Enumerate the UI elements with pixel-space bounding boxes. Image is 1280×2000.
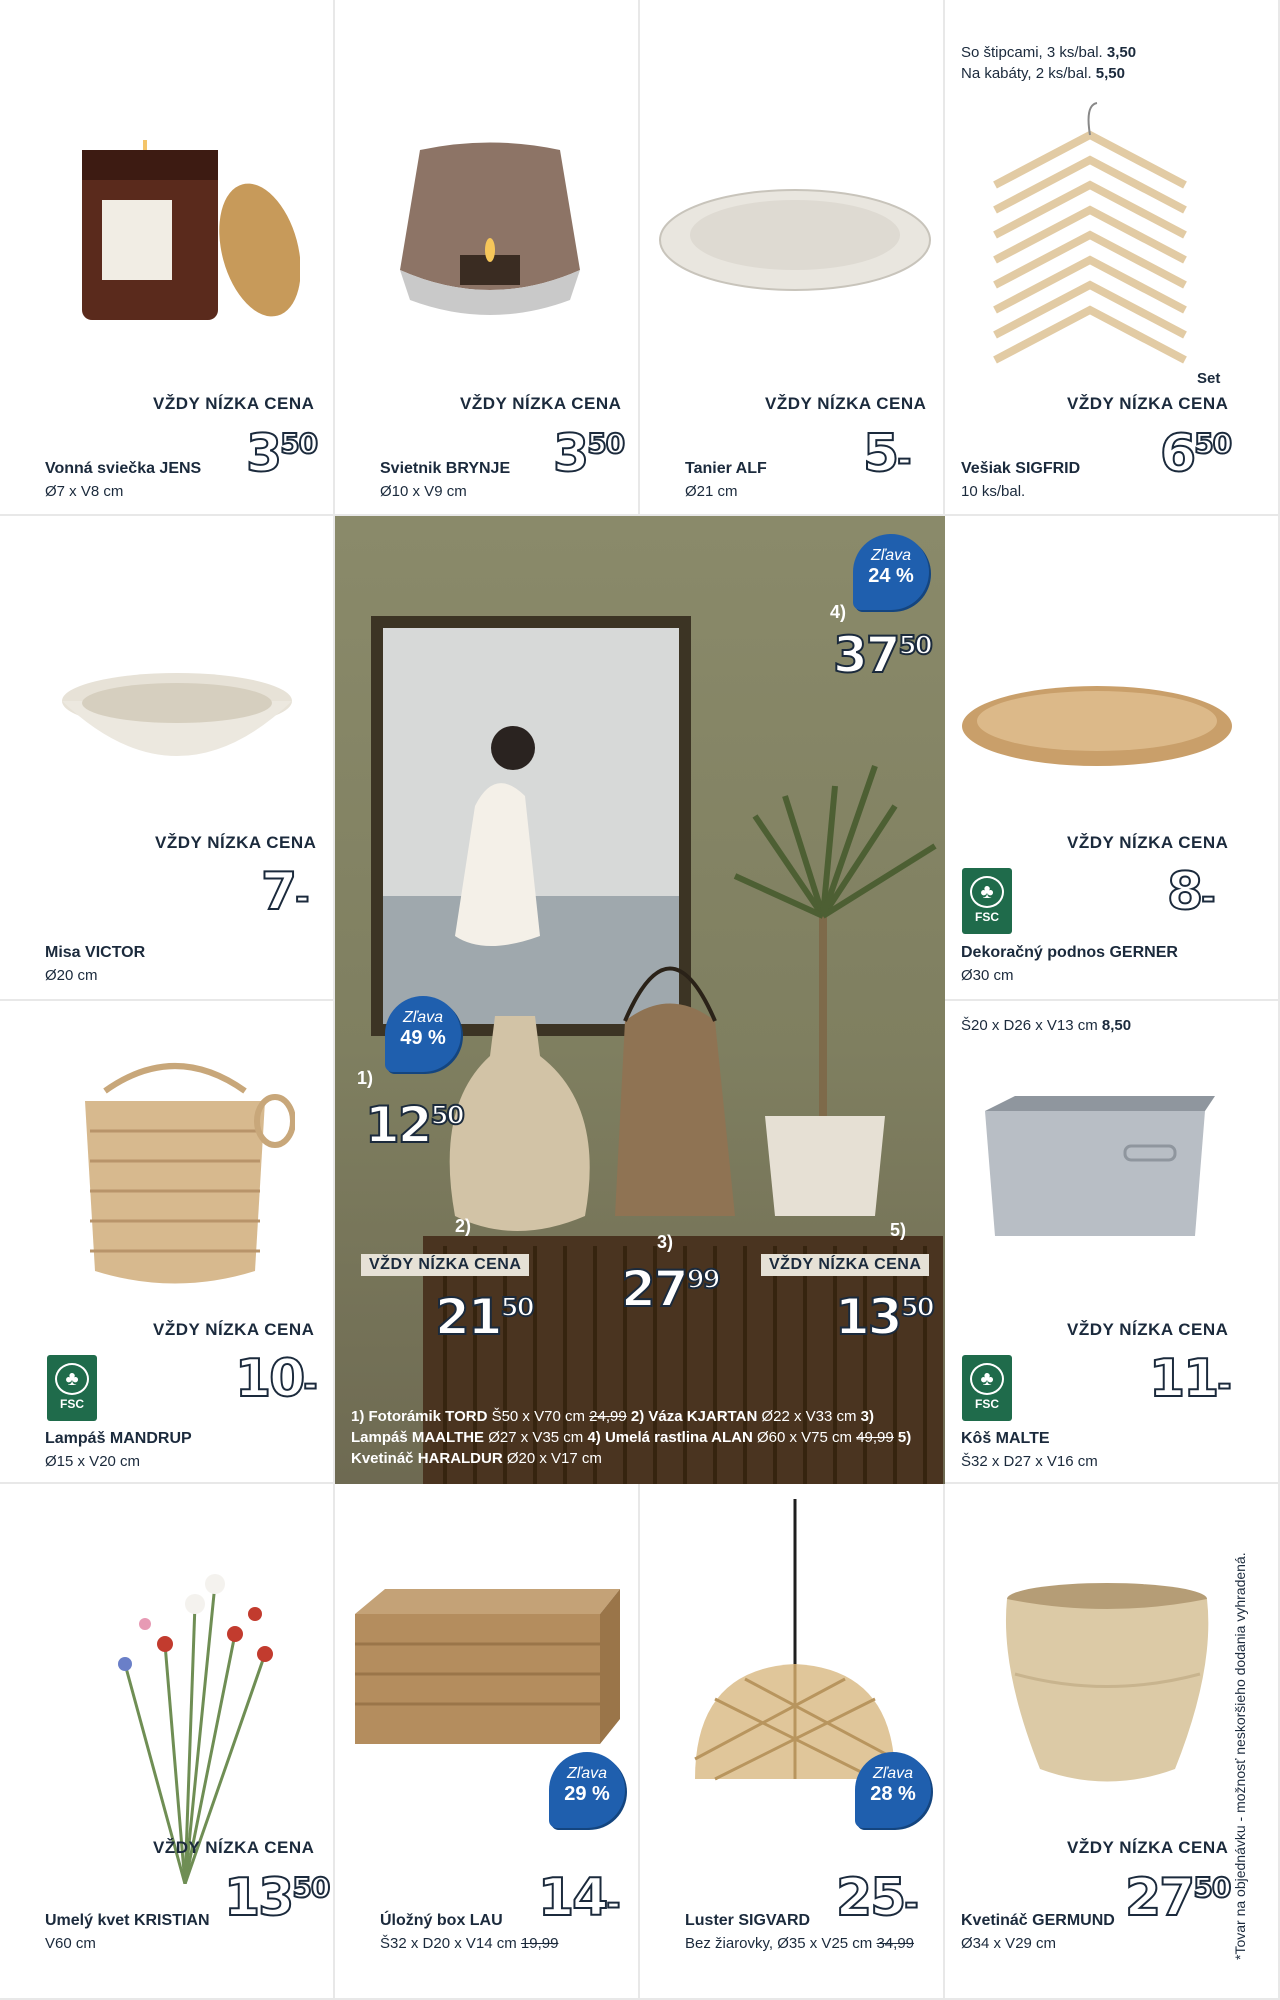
product-name: Kvetináč GERMUND [961,1912,1115,1929]
product-name: Svietnik BRYNJE [380,460,511,477]
product-dims: Š32 x D20 x V14 cm 19,99 [380,1935,559,1952]
item-2-price: $21^{50}$ [435,1288,533,1346]
product-card-tray[interactable] [945,516,1280,1001]
product-dims: Ø7 x V8 cm [45,483,124,500]
product-name: Lampáš MANDRUP [45,1430,192,1447]
lifestyle-panel[interactable] [335,516,945,1484]
product-name: Umelý kvet KRISTIAN [45,1912,210,1929]
item-5-number: 5) [890,1220,907,1240]
product-dims: Bez žiarovky, Ø35 x V25 cm 34,99 [685,1935,915,1952]
flower-pot-image [1000,1579,1215,1789]
product-dims: Ø15 x V20 cm [45,1453,141,1470]
bowl-image [60,671,295,781]
discount-badge-item-4: Zľava 24 % [853,534,929,610]
candle-image [70,130,300,330]
discount-badge: Zľava 28 % [855,1752,931,1828]
hanger-image [985,95,1195,395]
product-dims: Ø30 cm [961,967,1014,984]
discount-badge: Zľava 29 % [549,1752,625,1828]
flower-image [85,1524,295,1884]
discount-badge-item-1: Zľava 49 % [385,996,461,1072]
price: 8- [1167,862,1214,922]
lantern-image [75,1031,295,1301]
fsc-logo: ♣ FSC [47,1355,97,1421]
item-2-number: 2) [455,1216,472,1236]
order-disclaimer: *Tovar na objednávku - možnosť neskoršieho dodania vyhradená. [1232,1552,1248,1960]
set-label: Set [1197,370,1221,387]
always-low-price-tag: VŽDY NÍZKA CENA [153,394,315,413]
price: 7- [261,862,308,922]
price: $3^{50}$ [553,424,625,484]
product-name: Vešiak SIGFRID [961,460,1081,477]
product-name: Tanier ALF [685,460,767,477]
always-low-price-tag: VŽDY NÍZKA CENA [153,1320,315,1339]
product-card-holder[interactable] [335,0,640,516]
fsc-logo: ♣ FSC [962,868,1012,934]
product-name: Kôš MALTE [961,1430,1050,1447]
product-name: Misa VICTOR [45,944,146,961]
price: 11- [1149,1349,1230,1409]
fsc-logo: ♣ FSC [962,1355,1012,1421]
candle-holder-image [390,140,590,330]
product-dims: V60 cm [45,1935,96,1952]
item-3-price: $27^{99}$ [621,1260,719,1318]
always-low-price-tag: VŽDY NÍZKA CENA [460,394,622,413]
variant-note-1: So štipcami, 3 ks/bal. 3,50 [961,44,1137,61]
variant-note-2: Na kabáty, 2 ks/bal. 5,50 [961,65,1125,82]
price: $27^{50}$ [1125,1868,1231,1928]
price: 25- [836,1868,917,1928]
product-name: Luster SIGVARD [685,1912,811,1929]
price: 5- [863,424,910,484]
item-1-price: $12^{50}$ [365,1096,463,1154]
product-card-lamp[interactable] [640,1484,945,2000]
product-card-pot[interactable] [945,1484,1280,2000]
always-low-price-tag: VŽDY NÍZKA CENA [153,1838,315,1857]
plate-image [658,185,933,295]
product-card-candle[interactable] [0,0,335,516]
price: 14- [538,1868,619,1928]
product-name: Dekoračný podnos GERNER [961,944,1178,961]
product-name: Úložný box LAU [380,1912,503,1929]
product-card-plate[interactable] [640,0,945,516]
price: 10- [235,1349,316,1409]
lifestyle-description: 1) Fotorámik TORD Š50 x V70 cm 24,99 2) Váza KJARTAN Ø22 x V33 cm 3) Lampáš MAALTHE Ø27 x V35 cm 4) Umelá rastlina ALAN Ø60 x V75 cm 49,99 5) Kvetináč HARALDUR Ø20 x V17 cm [351,1408,912,1467]
product-dims: Ø10 x V9 cm [380,483,467,500]
always-low-price-tag: VŽDY NÍZKA CENA [1067,1320,1229,1339]
product-name: Vonná sviečka JENS [45,460,202,477]
storage-box-image [350,1584,625,1754]
always-low-price-tag: VŽDY NÍZKA CENA [1067,1838,1229,1857]
product-dims: 10 ks/bal. [961,483,1026,500]
product-card-basket[interactable] [945,1001,1280,1484]
item-1-number: 1) [357,1068,374,1088]
product-dims: Ø20 cm [45,967,98,984]
always-low-price-tag: VŽDY NÍZKA CENA [1067,833,1229,852]
product-card-box[interactable] [335,1484,640,2000]
basket-image [975,1091,1215,1241]
product-card-flower[interactable] [0,1484,335,2000]
product-card-lantern[interactable] [0,1001,335,1484]
item-4-number: 4) [830,602,847,622]
price: $13^{50}$ [224,1868,330,1928]
always-low-price-tag: VŽDY NÍZKA CENA [761,1254,929,1276]
price: $6^{50}$ [1160,424,1232,484]
product-card-bowl[interactable] [0,516,335,1001]
item-5-price: $13^{50}$ [835,1288,933,1346]
item-4-price: $37^{50}$ [833,626,931,684]
variant-note: Š20 x D26 x V13 cm 8,50 [961,1017,1132,1034]
product-dims: Ø34 x V29 cm [961,1935,1057,1952]
always-low-price-tag: VŽDY NÍZKA CENA [1067,394,1229,413]
always-low-price-tag: VŽDY NÍZKA CENA [361,1254,529,1276]
product-card-hanger[interactable] [945,0,1280,516]
price: $3^{50}$ [246,424,318,484]
item-3-number: 3) [657,1232,674,1252]
always-low-price-tag: VŽDY NÍZKA CENA [155,833,317,852]
product-dims: Š32 x D27 x V16 cm [961,1453,1098,1470]
product-dims: Ø21 cm [685,483,738,500]
always-low-price-tag: VŽDY NÍZKA CENA [765,394,927,413]
tray-image [960,681,1235,771]
